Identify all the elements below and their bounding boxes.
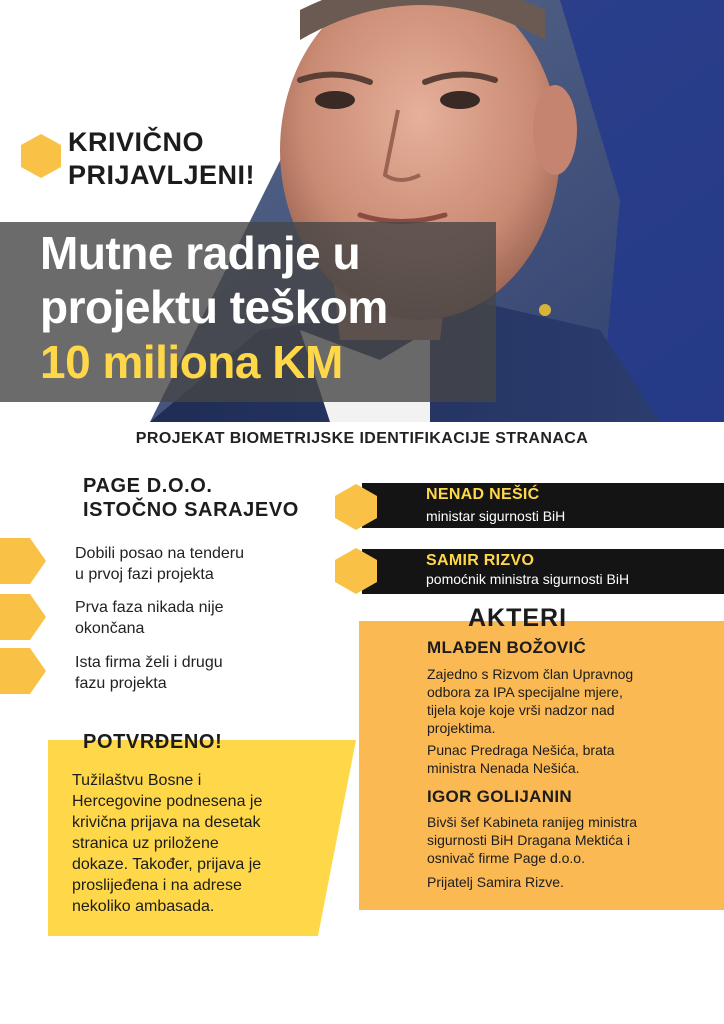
kicker-line-1: KRIVIČNO: [68, 127, 205, 157]
confirmed-line: Hercegovine podnesena je: [72, 793, 263, 810]
paragraph-line: tijela koje koje vrši nadzor nad: [427, 702, 615, 718]
bullet-item-1: [75, 543, 244, 585]
confirmed-line: nekoliko ambasada.: [72, 898, 215, 915]
chevron-icon: [0, 538, 46, 584]
confirmed-line: proslijeđena i na adrese: [72, 877, 242, 894]
bullet-item-2: [75, 597, 224, 639]
bullet-line: fazu projekta: [75, 675, 167, 692]
paragraph-line: Punac Predraga Nešića, brata: [427, 742, 615, 758]
person-2-paragraph-2: [427, 873, 717, 891]
company-heading: [83, 474, 299, 522]
person-2-paragraph-1: [427, 813, 717, 867]
chevron-icon: [0, 594, 46, 640]
bullet-line: Dobili posao na tenderu: [75, 545, 245, 562]
company-location: ISTOČNO SARAJEVO: [83, 499, 299, 521]
person-name-2: IGOR GOLIJANIN: [427, 787, 572, 806]
bullet-item-3: [75, 652, 223, 694]
hexagon-icon: [20, 133, 62, 179]
actor-role-1: ministar sigurnosti BiH: [426, 508, 566, 524]
confirmed-line: krivična prijava na desetak: [72, 814, 261, 831]
actor-name-2: SAMIR RIZVO: [426, 552, 535, 569]
actor-name-1: NENAD NEŠIĆ: [426, 486, 540, 503]
paragraph-line: ministra Nenada Nešića.: [427, 760, 580, 776]
confirmed-heading: POTVRĐENO!: [83, 731, 223, 753]
chevron-icon: [0, 648, 46, 694]
person-name-1: MLAĐEN BOŽOVIĆ: [427, 638, 587, 657]
headline-line-2: projektu teškom: [40, 281, 388, 333]
confirmed-line: dokaze. Također, prijava je: [72, 856, 262, 873]
actor-role-2: pomoćnik ministra sigurnosti BiH: [426, 571, 630, 587]
confirmed-line: stranica uz priložene: [72, 835, 219, 852]
bullet-chevrons: [0, 538, 48, 698]
bullet-line: Prva faza nikada nije: [75, 599, 224, 616]
paragraph-line: projektima.: [427, 720, 496, 736]
kicker: [68, 126, 255, 192]
headline-amount: 10 miliona KM: [40, 336, 343, 388]
kicker-line-2: PRIJAVLJENI!: [68, 160, 256, 190]
paragraph-line: Prijatelj Samira Rizve.: [427, 874, 564, 890]
person-1-paragraph-1: [427, 665, 717, 737]
hexagon-icon: [334, 483, 378, 531]
paragraph-line: osnivač firme Page d.o.o.: [427, 850, 585, 866]
confirmed-text: [72, 770, 342, 917]
company-name: PAGE D.O.O.: [83, 475, 213, 497]
headline-line-1: Mutne radnje u: [40, 227, 361, 279]
bullet-line: u prvoj fazi projekta: [75, 566, 214, 583]
paragraph-line: sigurnosti BiH Dragana Mektića i: [427, 832, 631, 848]
paragraph-line: Zajedno s Rizvom član Upravnog: [427, 666, 634, 682]
person-1-paragraph-2: [427, 741, 717, 777]
paragraph-line: Bivši šef Kabineta ranijeg ministra: [427, 814, 638, 830]
hexagon-icon: [334, 547, 378, 595]
bullet-line: Ista firma želi i drugu: [75, 654, 223, 671]
confirmed-line: Tužilaštvu Bosne i: [72, 772, 202, 789]
project-subheader: PROJEKAT BIOMETRIJSKE IDENTIFIKACIJE STRANACA: [135, 430, 589, 447]
akteri-heading: AKTERI: [468, 604, 568, 632]
paragraph-line: odbora za IPA specijalne mjere,: [427, 684, 623, 700]
bullet-line: okončana: [75, 620, 145, 637]
